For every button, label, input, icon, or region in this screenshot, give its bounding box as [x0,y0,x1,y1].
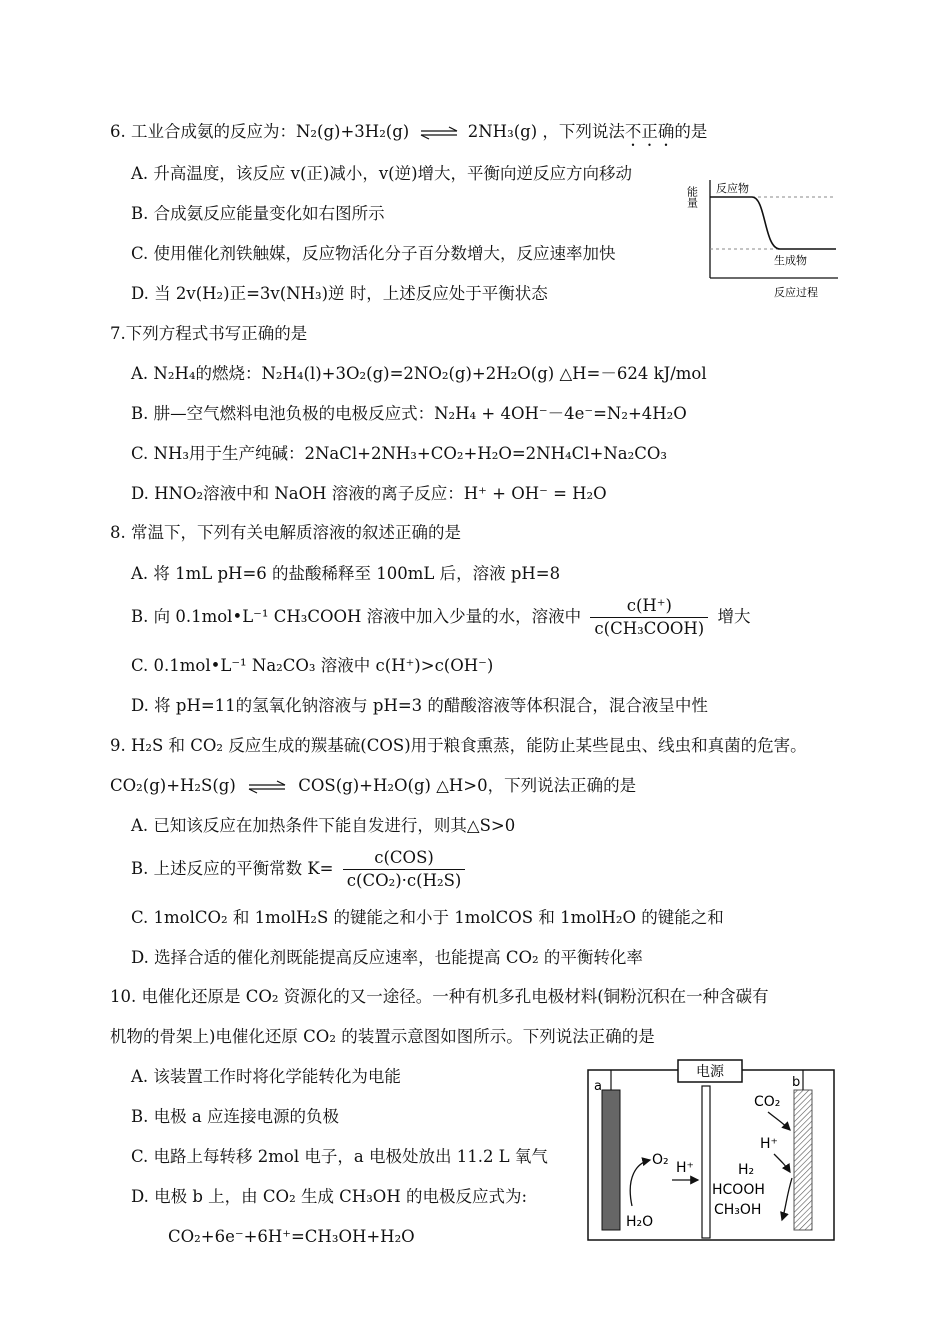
q7-option-d: D. HNO₂溶液中和 NaOH 溶液的离子反应：H⁺ + OH⁻ = H₂O [131,484,607,503]
energy-ylabel: 能量 [685,186,699,208]
co2-label: CO₂ [754,1094,781,1110]
h2o-label: H₂O [626,1214,654,1230]
electrode-a [602,1090,620,1230]
hcooh-label: HCOOH [712,1182,765,1198]
q6-option-d: D. 当 2v(H₂)正=3v(NH₃)逆 时，上述反应处于平衡状态 [131,284,548,303]
q7-option-b: B. 肼—空气燃料电池负极的电极反应式：N₂H₄ + 4OH⁻－4e⁻=N₂+4H₂O [131,404,687,423]
q8-option-a: A. 将 1mL pH=6 的盐酸稀释至 100mL 后，溶液 pH=8 [131,564,561,583]
electrolysis-diagram [586,1058,838,1244]
q8-option-b: B. 向 0.1mol•L⁻¹ CH₃COOH 溶液中加入少量的水，溶液中 $\frac{c(H^+)}{\text{c(CH₃COOH)}}$ 增大 [131,596,751,638]
q9-option-b: B. 上述反应的平衡常数 K= $\frac{\text{c(COS)}}{\text{c(CO₂)·c(H₂S)}}$ [131,847,469,892]
q9-option-a: A. 已知该反应在加热条件下能自发进行，则其△S>0 [131,816,516,835]
reactant-label: 反应物 [716,182,749,195]
q8-fraction: $\frac{c(H^+)}{\text{c(CH₃COOH)}}$ [590,595,708,640]
q7-option-a: A. N₂H₄的燃烧：N₂H₄(l)+3O₂(g)=2NO₂(g)+2H₂O(g) △H=－624 kJ/mol [131,364,707,383]
hplus-right-arrow [774,1154,790,1172]
equilibrium-arrow-icon [247,780,287,794]
q9-option-d: D. 选择合适的催化剂既能提高反应速率，也能提高 CO₂ 的平衡转化率 [131,948,643,967]
q9-fraction: $\frac{\text{c(COS)}}{\text{c(CO₂)·c(H₂S)}}$ [343,847,466,892]
q8-option-c: C. 0.1mol•L⁻¹ Na₂CO₃ 溶液中 c(H⁺)>c(OH⁻) [131,656,494,675]
q10-option-b: B. 电极 a 应连接电源的负极 [131,1107,339,1126]
q6-option-a: A. 升高温度，该反应 v(正)减小，v(逆)增大，平衡向逆反应方向移动 [131,164,633,183]
ch3oh-label: CH₃OH [714,1202,762,1218]
equilibrium-arrow-icon [419,126,459,140]
q9-stem-line2: CO₂(g)+H₂S(g) COS(g)+H₂O(g) △H>0，下列说法正确的是 [110,776,637,795]
q10-stem-line1: 10. 电催化还原是 CO₂ 资源化的又一途径。一种有机多孔电极材料(铜粉沉积在一种含碳有 [110,987,769,1006]
product-label: 生成物 [774,254,807,267]
energy-diagram [685,172,848,302]
q7-option-c: C. NH₃用于生产纯碱：2NaCl+2NH₃+CO₂+H₂O=2NH₄Cl+Na₂CO₃ [131,444,668,463]
hplus-right-label: H⁺ [760,1136,778,1152]
q10-option-c: C. 电路上每转移 2mol 电子，a 电极处放出 11.2 L 氧气 [131,1147,548,1166]
q7-stem: 7.下列方程式书写正确的是 [110,324,308,343]
q8-stem: 8. 常温下，下列有关电解质溶液的叙述正确的是 [110,523,461,542]
q10-option-d-equation: CO₂+6e⁻+6H⁺=CH₃OH+H₂O [168,1227,415,1246]
q10-option-a: A. 该装置工作时将化学能转化为电能 [131,1067,401,1086]
q10-stem-line2: 机物的骨架上)电催化还原 CO₂ 的装置示意图如图所示。下列说法正确的是 [110,1027,655,1046]
o2-label: O₂ [652,1152,669,1168]
product-arrow [782,1178,792,1220]
q8-option-d: D. 将 pH=11的氢氧化钠溶液与 pH=3 的醋酸溶液等体积混合，混合液呈中性 [131,696,708,715]
energy-xlabel: 反应过程 [774,286,818,299]
hplus-mid-label: H⁺ [676,1160,694,1176]
electrode-a-label: a [594,1079,602,1094]
electrode-b-label: b [792,1075,801,1090]
h2-label: H₂ [738,1162,755,1178]
q9-option-c: C. 1molCO₂ 和 1molH₂S 的键能之和小于 1molCOS 和 1molH₂O 的键能之和 [131,908,724,927]
q9-stem-line1: 9. H₂S 和 CO₂ 反应生成的羰基硫(COS)用于粮食熏蒸，能防止某些昆虫、线虫和真菌的危害。 [110,736,807,755]
q6-option-c: C. 使用催化剂铁触媒，反应物活化分子百分数增大，反应速率加快 [131,244,616,263]
q6-stem: 6. 工业合成氨的反应为：N₂(g)+3H₂(g) 2NH₃(g) ，下列说法不正确的是 [110,122,708,141]
energy-curve [710,197,836,249]
co2-arrow [768,1112,790,1130]
electrode-b [794,1090,812,1230]
membrane [702,1086,710,1238]
water-to-oxygen-arrow [630,1160,650,1206]
power-label: 电源 [696,1064,724,1080]
q6-option-b: B. 合成氨反应能量变化如右图所示 [131,204,385,223]
q10-option-d: D. 电极 b 上，由 CO₂ 生成 CH₃OH 的电极反应式为: [131,1187,528,1206]
